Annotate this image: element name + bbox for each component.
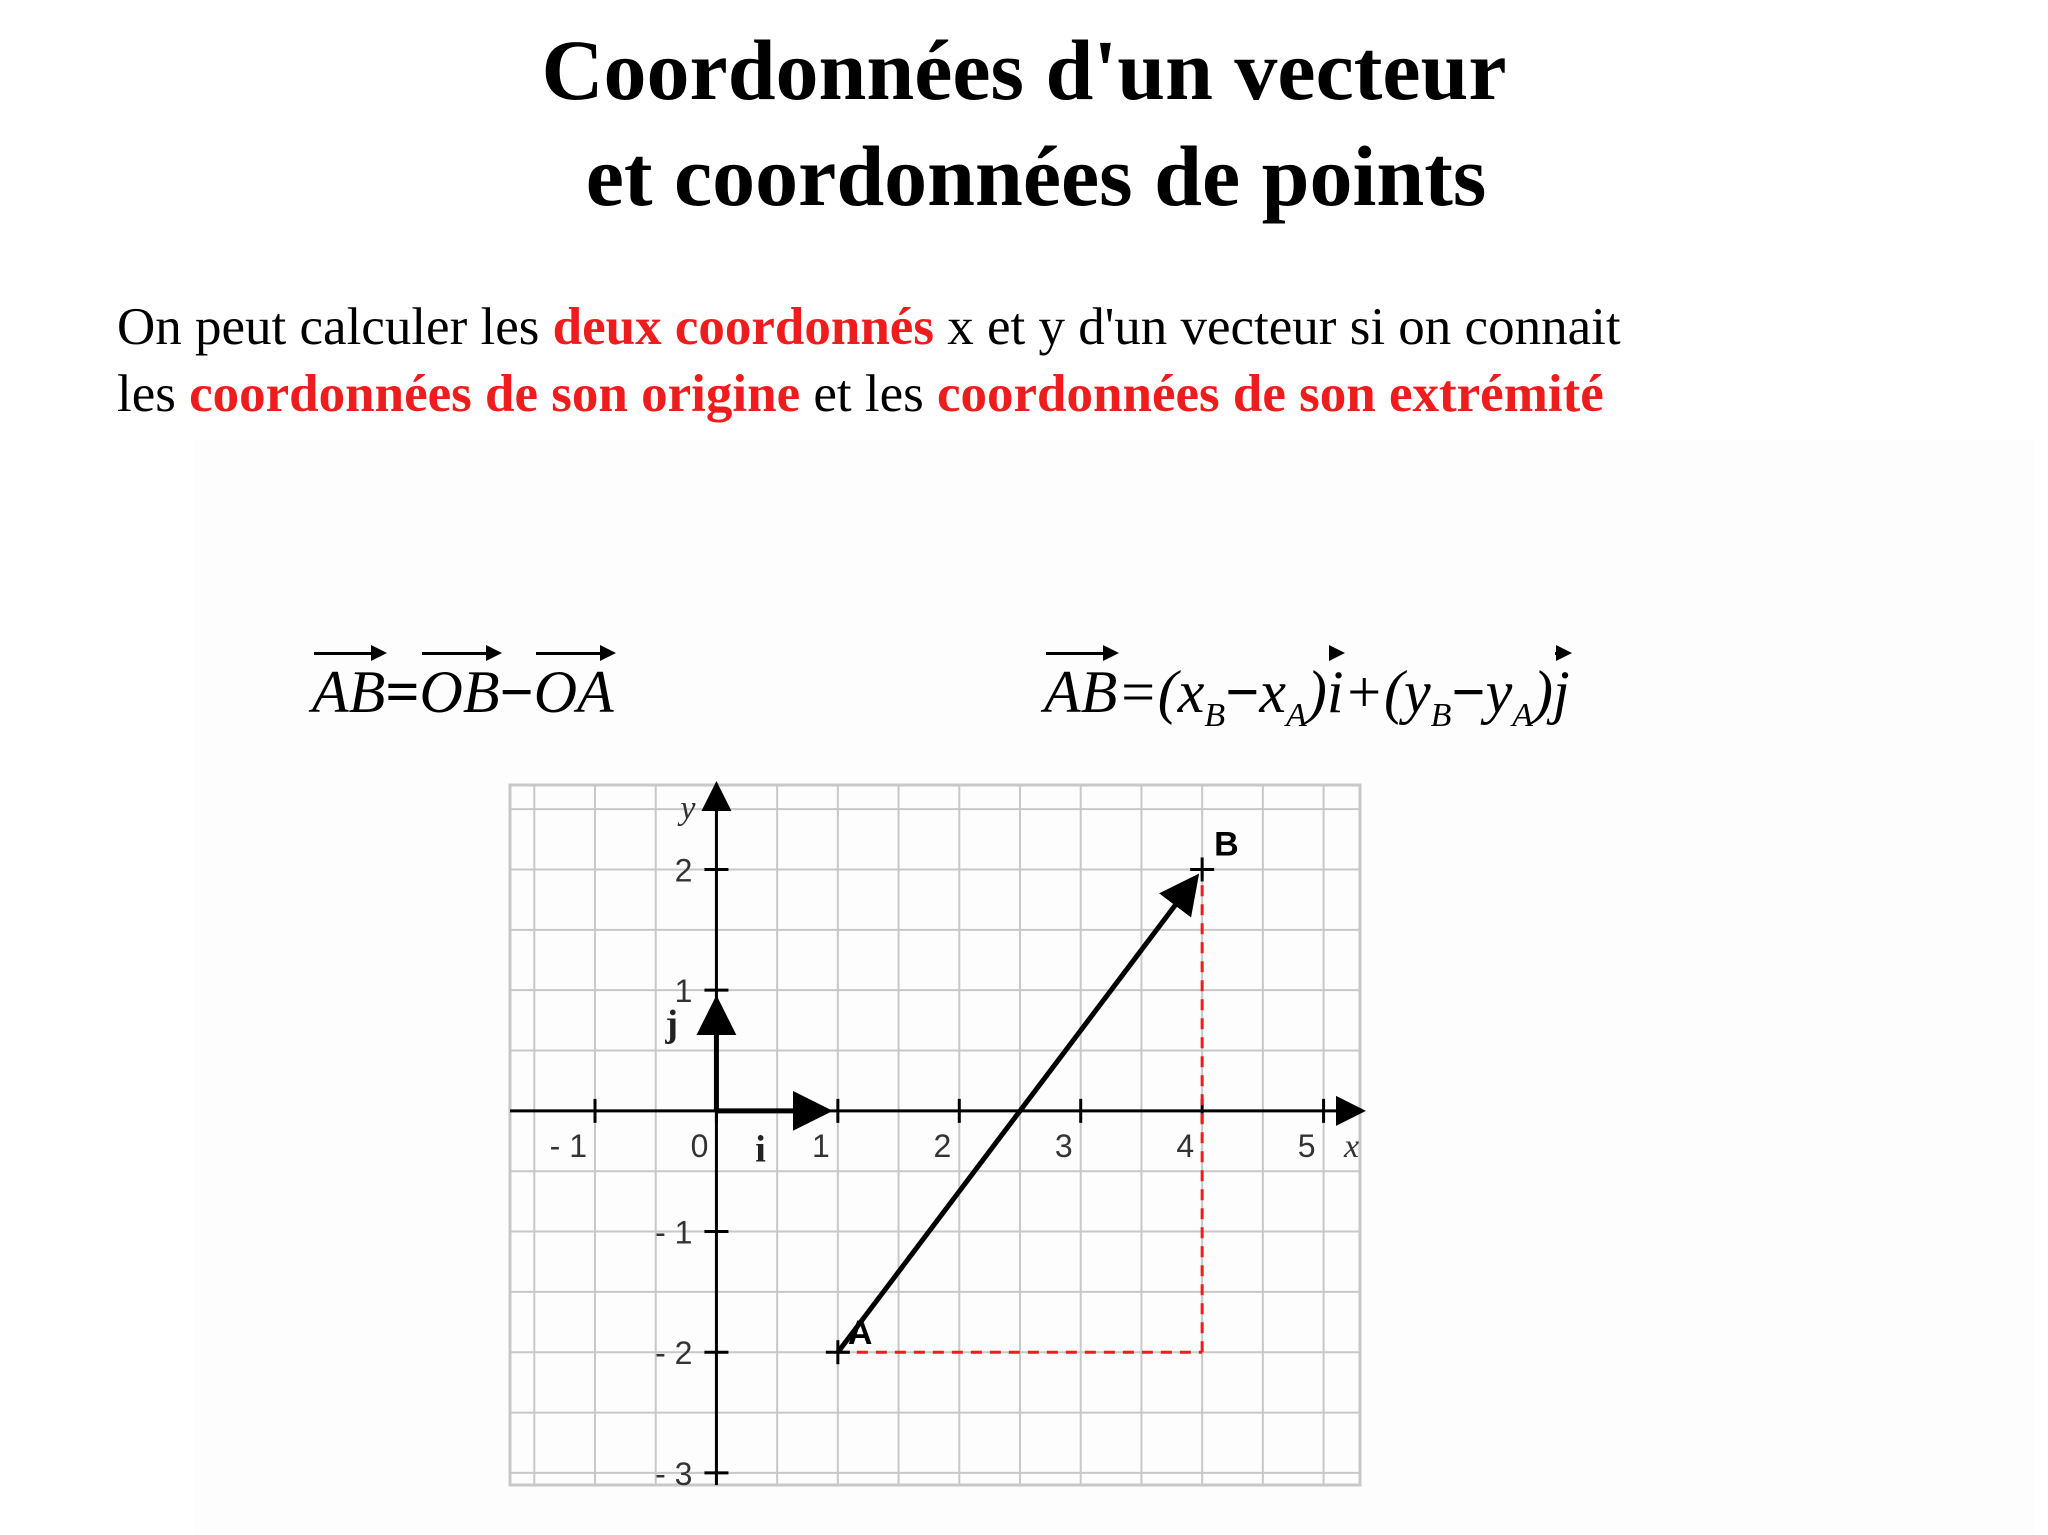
unit-vector-i: i bbox=[1326, 659, 1344, 725]
x-tick-label: 0 bbox=[690, 1127, 709, 1164]
point-label-B: B bbox=[1214, 825, 1239, 864]
minus-sign-2: − bbox=[1451, 659, 1486, 725]
intro-highlight-origine: coordonnées de son origine bbox=[189, 365, 801, 423]
x-tick-label: 5 bbox=[1297, 1127, 1316, 1164]
sub-b: B bbox=[1204, 697, 1226, 734]
x-b: x bbox=[1177, 659, 1205, 725]
minus-sign: − bbox=[1225, 659, 1260, 725]
intro-text-2: x et y d'un vecteur si on connait bbox=[933, 298, 1621, 356]
formula-coordinates bbox=[1044, 658, 1570, 735]
minus-sign: − bbox=[499, 659, 534, 725]
sub-b-2: B bbox=[1430, 697, 1452, 734]
equals-open: =( bbox=[1117, 659, 1178, 725]
x-axis-label: x bbox=[1344, 1127, 1360, 1165]
y-tick-label: - 3 bbox=[655, 1455, 693, 1492]
x-tick-label: 3 bbox=[1054, 1127, 1073, 1164]
close-paren-2: ) bbox=[1533, 659, 1553, 725]
y-tick-label: - 1 bbox=[655, 1214, 693, 1251]
sub-a-2: A bbox=[1512, 697, 1533, 734]
intro-highlight-extremite: coordonnées de son extrémité bbox=[936, 365, 1604, 423]
y-tick-label: 2 bbox=[674, 852, 693, 889]
x-a: x bbox=[1259, 659, 1287, 725]
page-title-line-1: Coordonnées d'un vecteur bbox=[541, 22, 1507, 118]
intro-highlight-deux-coordonnes: deux coordonnés bbox=[552, 298, 934, 356]
y-tick-label: 1 bbox=[674, 973, 693, 1010]
unit-vector-j: j bbox=[1552, 659, 1570, 725]
vector-oa: OA bbox=[533, 659, 614, 725]
x-tick-label: 1 bbox=[812, 1127, 830, 1164]
intro-text-4: et les bbox=[800, 365, 937, 423]
unit-vector-label-j: j bbox=[665, 1003, 679, 1046]
plus-open: +( bbox=[1343, 659, 1404, 725]
x-tick-label: - 1 bbox=[549, 1127, 587, 1164]
intro-text-3: les bbox=[117, 365, 190, 423]
coordinate-plot bbox=[500, 775, 1370, 1495]
vector-ab: AB bbox=[312, 659, 386, 725]
intro-paragraph bbox=[117, 294, 1621, 428]
y-b: y bbox=[1403, 659, 1431, 725]
vector-ab: AB bbox=[1044, 659, 1118, 725]
intro-text-1: On peut calculer les bbox=[117, 298, 553, 356]
x-tick-label: 2 bbox=[933, 1127, 952, 1164]
unit-vector-label-i: i bbox=[755, 1128, 766, 1171]
close-paren: ) bbox=[1306, 659, 1327, 725]
x-tick-label: 4 bbox=[1176, 1127, 1195, 1164]
y-a: y bbox=[1485, 659, 1513, 725]
point-label-A: A bbox=[847, 1314, 873, 1353]
y-axis-label: y bbox=[680, 790, 696, 827]
y-tick-label: - 2 bbox=[655, 1335, 693, 1372]
page-title-line-2: et coordonnées de points bbox=[585, 128, 1487, 224]
vector-ob: OB bbox=[419, 659, 500, 725]
formula-chasles bbox=[312, 658, 614, 727]
equals-sign: = bbox=[385, 659, 420, 725]
sub-a: A bbox=[1286, 697, 1307, 734]
